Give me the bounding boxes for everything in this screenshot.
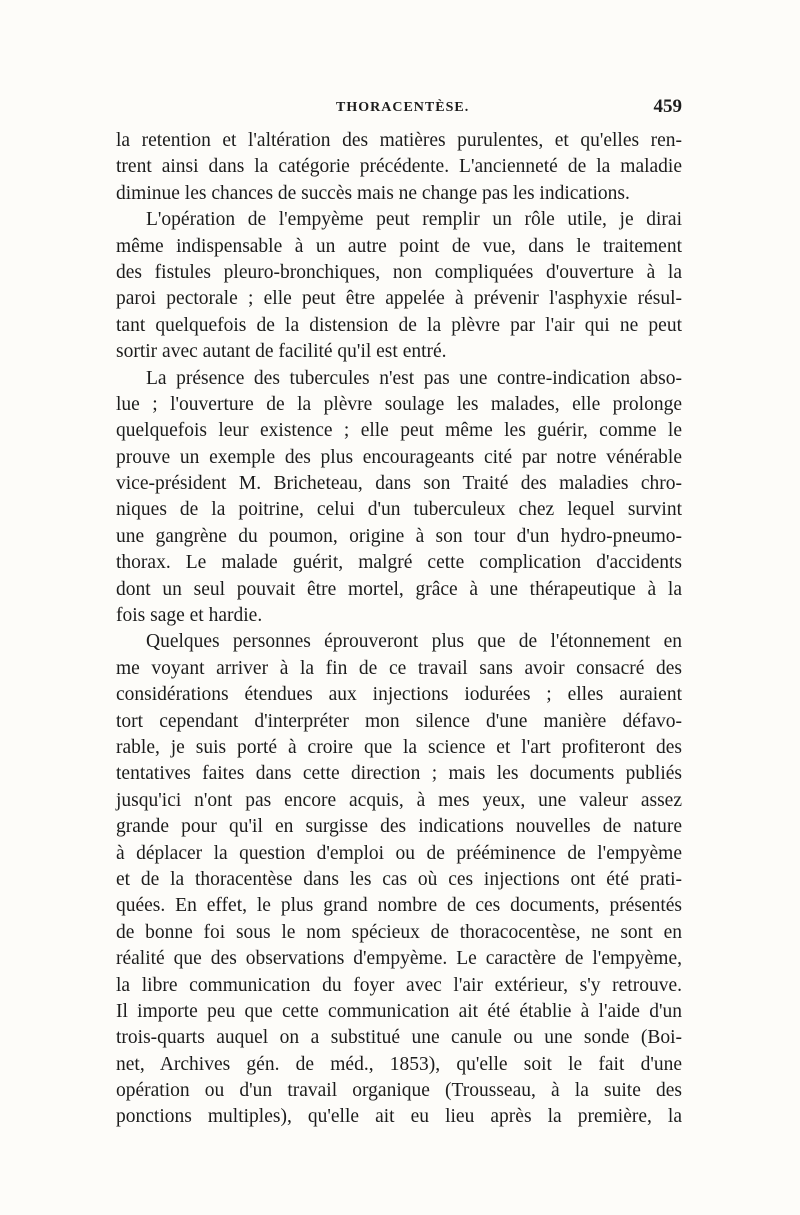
text-line: L'opération de l'empyème peut remplir un rôle utile, je dirai (146, 209, 682, 231)
text-line: net, Archives gén. de méd., 1853), qu'elle soit le fait d'une (116, 1053, 682, 1075)
text-line: La présence des tubercules n'est pas une contre-indication abso- (146, 367, 682, 389)
text-line: me voyant arriver à la fin de ce travail sans avoir consacré des (116, 657, 682, 679)
text-line: thorax. Le malade guérit, malgré cette complication d'accidents (116, 552, 682, 574)
running-title: THORACENTÈSE. (336, 100, 470, 115)
body-text (116, 128, 682, 1131)
text-line: tentatives faites dans cette direction ; mais les documents publiés (116, 763, 682, 785)
text-line: et de la thoracentèse dans les cas où ces injections ont été prati- (116, 868, 682, 890)
text-line: considérations étendues aux injections iodurées ; elles auraient (116, 684, 682, 706)
page-number: 459 (653, 96, 682, 117)
text-line: jusqu'ici n'ont pas encore acquis, à mes yeux, une valeur assez (116, 789, 682, 811)
text-line: fois sage et hardie. (116, 605, 263, 627)
text-line: des fistules pleuro-bronchiques, non compliquées d'ouverture à la (116, 261, 682, 283)
text-line: réalité que des observations d'empyème. Le caractère de l'empyème, (116, 948, 682, 970)
text-line: de bonne foi sous le nom spécieux de thoracocentèse, ne sont en (116, 921, 682, 943)
text-line: ponctions multiples), qu'elle ait eu lieu après la première, la (116, 1106, 682, 1128)
text-line: diminue les chances de succès mais ne change pas les indications. (116, 182, 630, 204)
text-line: rable, je suis porté à croire que la science et l'art profiteront des (116, 736, 682, 758)
running-head (116, 94, 682, 122)
text-line: grande pour qu'il en surgisse des indications nouvelles de nature (116, 816, 682, 838)
text-line: sortir avec autant de facilité qu'il est entré. (116, 341, 447, 363)
text-line: tort cependant d'interpréter mon silence d'une manière défavo- (116, 710, 682, 732)
text-line: à déplacer la question d'emploi ou de prééminence de l'empyème (116, 842, 682, 864)
text-line: Quelques personnes éprouveront plus que de l'étonnement en (146, 631, 682, 653)
text-line: une gangrène du poumon, origine à son tour d'un hydro-pneumo- (116, 525, 682, 547)
text-line: quelquefois leur existence ; elle peut même les guérir, comme le (116, 420, 682, 442)
text-line: tant quelquefois de la distension de la plèvre par l'air qui ne peut (116, 314, 682, 336)
text-line: dont un seul pouvait être mortel, grâce à une thérapeutique à la (116, 578, 682, 600)
text-line: lue ; l'ouverture de la plèvre soulage les malades, elle prolonge (116, 393, 682, 415)
text-line: quées. En effet, le plus grand nombre de ces documents, présentés (116, 895, 682, 917)
text-line: niques de la poitrine, celui d'un tuberculeux chez lequel survint (116, 499, 682, 521)
text-line: trent ainsi dans la catégorie précédente. L'ancienneté de la maladie (116, 156, 682, 178)
text-line: même indispensable à un autre point de vue, dans le traitement (116, 235, 682, 257)
text-line: Il importe peu que cette communication ait été établie à l'aide d'un (116, 1000, 682, 1022)
text-line: opération ou d'un travail organique (Trousseau, à la suite des (116, 1080, 682, 1102)
book-page (116, 94, 682, 1131)
text-line: la libre communication du foyer avec l'air extérieur, s'y retrouve. (116, 974, 682, 996)
text-line: trois-quarts auquel on a substitué une canule ou une sonde (Boi- (116, 1027, 682, 1049)
text-line: paroi pectorale ; elle peut être appelée à prévenir l'asphyxie résul- (116, 288, 682, 310)
text-line: prouve un exemple des plus encourageants cité par notre vénérable (116, 446, 682, 468)
text-line: vice-président M. Bricheteau, dans son Traité des maladies chro- (116, 473, 682, 495)
text-line: la retention et l'altération des matières purulentes, et qu'elles ren- (116, 130, 682, 151)
